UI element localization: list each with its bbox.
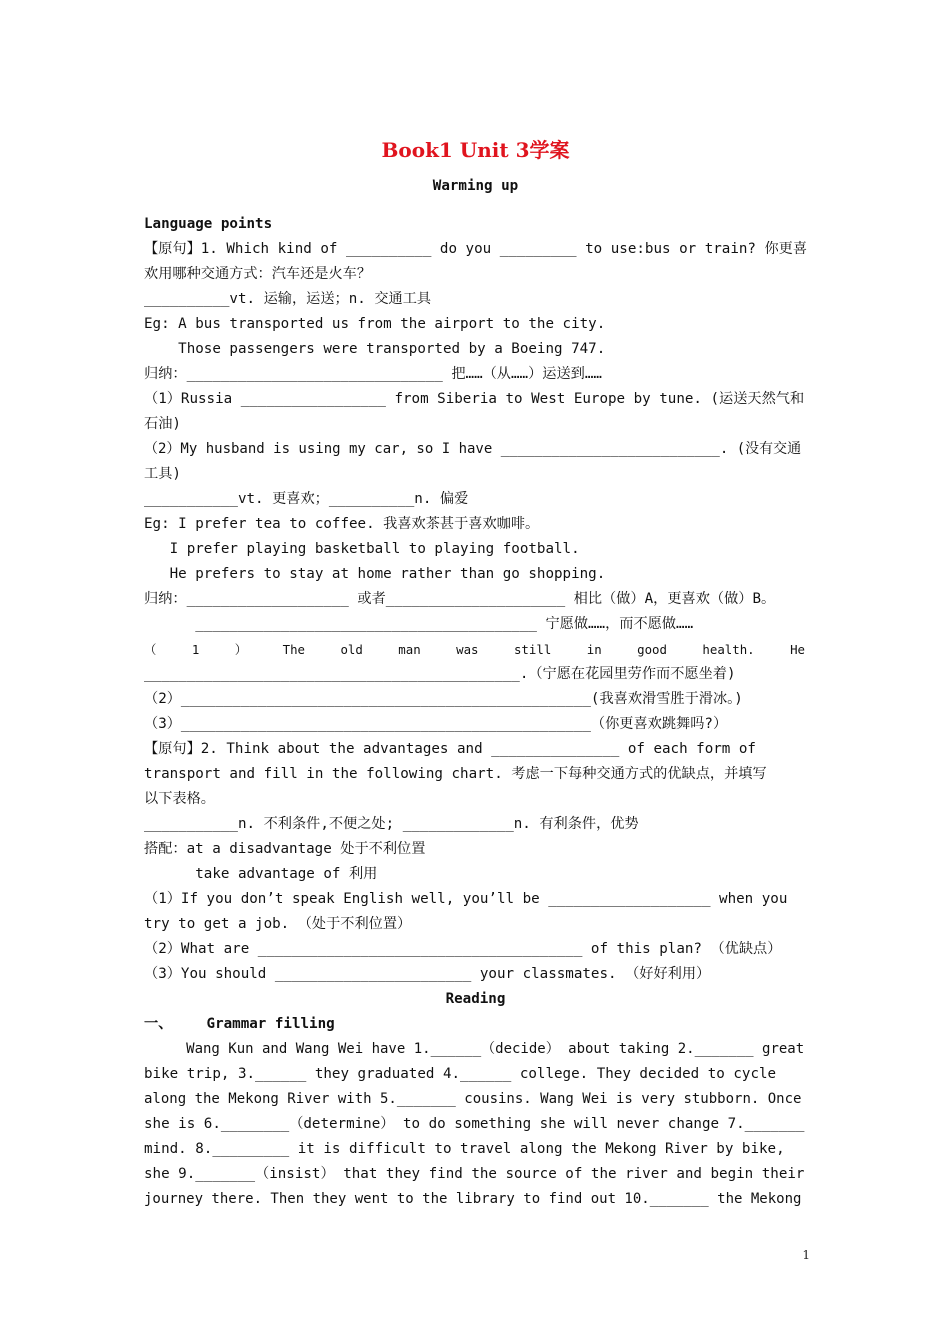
text-line: （1）If you don’t speak English well, you’ll be ___________________ when you (144, 891, 788, 907)
text-line: （2）My husband is using my car, so I have __________________________. (没有交通 (144, 441, 802, 457)
text-line: 工具) (144, 466, 181, 482)
text-line: Those passengers were transported by a Boeing 747. (144, 341, 606, 357)
text-line: （3）________________________________________________（你更喜欢跳舞吗?） (144, 716, 728, 732)
text-line: 以下表格。 (144, 791, 215, 807)
text-line: I prefer playing basketball to playing football. (144, 541, 580, 557)
page-title: Book1 Unit 3学案 (381, 138, 570, 162)
text-line: 【原句】1. Which kind of __________ do you _________ to use:bus or train? 你更喜 (144, 241, 807, 257)
text-line: （1）Russia _________________ from Siberia to West Europe by tune. (运送天然气和 (144, 391, 805, 407)
text-line: try to get a job. （处于不利位置） (144, 916, 412, 932)
section-heading: Reading (445, 991, 506, 1007)
text-line: （3）You should _______________________ your classmates. （好好利用） (144, 966, 711, 982)
text-line: Eg: I prefer tea to coffee. 我喜欢茶甚于喜欢咖啡。 (144, 516, 540, 532)
text-line: she is 6.________（determine） to do something she will never change 7._______ (144, 1116, 805, 1132)
text-line: along the Mekong River with 5._______ cousins. Wang Wei is very stubborn. Once (144, 1091, 802, 1107)
text-line: 【原句】2. Think about the advantages and _______________ of each form of (144, 741, 756, 757)
text-line: Wang Kun and Wang Wei have 1.______（decide） about taking 2._______ great (144, 1041, 805, 1057)
text-line: （ 1 ） The old man was still in good health. He (144, 642, 806, 657)
text-line: He prefers to stay at home rather than go shopping. (144, 566, 606, 582)
text-line: 归纳：______________________________ 把……（从……）运送到…… (144, 366, 602, 382)
text-line: journey there. Then they went to the library to find out 10._______ the Mekong (144, 1191, 802, 1207)
text-line: transport and fill in the following chart. 考虑一下每种交通方式的优缺点，并填写 (144, 766, 767, 782)
text-line: 一、 Grammar filling (144, 1016, 335, 1032)
text-line: __________vt. 运输，运送；n. 交通工具 (144, 291, 432, 307)
text-line: 搭配：at a disadvantage 处于不利位置 (144, 841, 426, 857)
text-line: ________________________________________ 宁愿做……，而不愿做…… (144, 616, 694, 632)
text-line: 归纳：___________________ 或者_____________________ 相比（做）A，更喜欢（做）B。 (144, 591, 776, 607)
text-line: 欢用哪种交通方式：汽车还是火车？ (144, 266, 372, 282)
page-number: 1 (802, 1248, 810, 1262)
section-heading: Warming up (432, 178, 519, 194)
text-line: ___________n. 不利条件,不便之处; _____________n. 有利条件，优势 (144, 816, 639, 832)
text-line: she 9._______（insist） that they find the source of the river and begin their (144, 1166, 805, 1182)
text-line: take advantage of 利用 (144, 866, 378, 882)
text-line: Eg: A bus transported us from the airport to the city. (144, 316, 606, 332)
text-line: ___________vt. 更喜欢；__________n. 偏爱 (144, 491, 469, 507)
text-line: mind. 8._________ it is difficult to travel along the Mekong River by bike, (144, 1141, 785, 1157)
text-line: Language points (144, 216, 273, 232)
text-line: bike trip, 3.______ they graduated 4.______ college. They decided to cycle (144, 1066, 777, 1082)
text-line: （2）________________________________________________(我喜欢滑雪胜于滑冰。) (144, 691, 743, 707)
text-line: 石油) (144, 416, 181, 432)
text-line: ____________________________________________.（宁愿在花园里劳作而不愿坐着) (144, 666, 736, 682)
text-line: （2）What are ______________________________________ of this plan? （优缺点） (144, 941, 782, 957)
